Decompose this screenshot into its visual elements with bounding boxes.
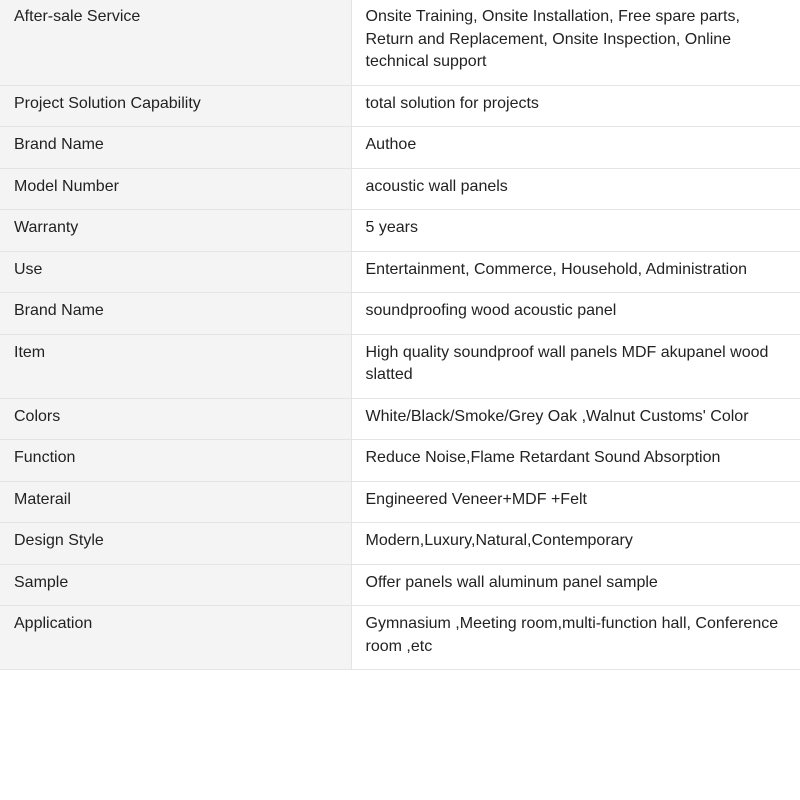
table-row — [0, 168, 800, 210]
spec-label: Colors — [0, 398, 351, 440]
table-row — [0, 293, 800, 335]
spec-value: Gymnasium ,Meeting room,multi-function hall, Conference room ,etc — [351, 606, 800, 670]
spec-value: 5 years — [351, 210, 800, 252]
spec-label: Brand Name — [0, 293, 351, 335]
spec-value: Engineered Veneer+MDF +Felt — [351, 481, 800, 523]
table-row — [0, 481, 800, 523]
spec-label: Design Style — [0, 523, 351, 565]
table-row — [0, 210, 800, 252]
spec-value: Offer panels wall aluminum panel sample — [351, 564, 800, 606]
spec-value: Entertainment, Commerce, Household, Administration — [351, 251, 800, 293]
spec-label: Sample — [0, 564, 351, 606]
spec-label: Application — [0, 606, 351, 670]
table-row — [0, 440, 800, 482]
table-row — [0, 334, 800, 398]
spec-label: After-sale Service — [0, 0, 351, 85]
spec-label: Brand Name — [0, 127, 351, 169]
table-row — [0, 564, 800, 606]
spec-label: Model Number — [0, 168, 351, 210]
spec-label: Project Solution Capability — [0, 85, 351, 127]
table-row — [0, 398, 800, 440]
table-row — [0, 523, 800, 565]
spec-value: White/Black/Smoke/Grey Oak ,Walnut Customs' Color — [351, 398, 800, 440]
spec-value: High quality soundproof wall panels MDF akupanel wood slatted — [351, 334, 800, 398]
table-row — [0, 0, 800, 85]
spec-label: Materail — [0, 481, 351, 523]
spec-label: Function — [0, 440, 351, 482]
spec-value: Reduce Noise,Flame Retardant Sound Absorption — [351, 440, 800, 482]
spec-value: Authoe — [351, 127, 800, 169]
spec-value: total solution for projects — [351, 85, 800, 127]
spec-value: Onsite Training, Onsite Installation, Free spare parts, Return and Replacement, Onsite Inspection, Online technical support — [351, 0, 800, 85]
table-row — [0, 85, 800, 127]
table-row — [0, 127, 800, 169]
spec-label: Item — [0, 334, 351, 398]
spec-label: Use — [0, 251, 351, 293]
spec-value: acoustic wall panels — [351, 168, 800, 210]
spec-value: soundproofing wood acoustic panel — [351, 293, 800, 335]
spec-label: Warranty — [0, 210, 351, 252]
table-row — [0, 606, 800, 670]
spec-value: Modern,Luxury,Natural,Contemporary — [351, 523, 800, 565]
table-row — [0, 251, 800, 293]
